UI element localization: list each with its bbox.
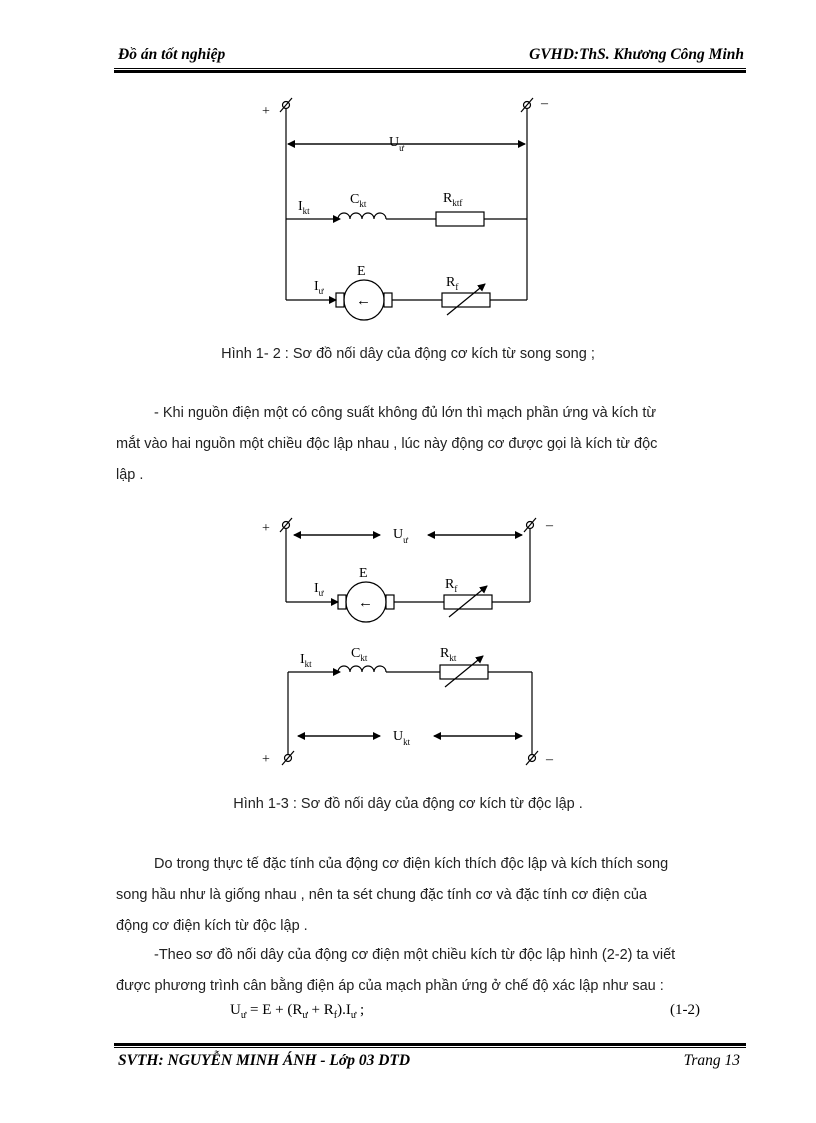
voltage-label-fig1: U (389, 135, 400, 150)
equation-expression (230, 1002, 364, 1021)
figure-1-diagram (0, 85, 816, 335)
terminal-minus-label-fig1: – (541, 96, 548, 111)
paragraph-line: động cơ điện kích từ độc lập . (116, 918, 308, 934)
paragraph-line: được phương trình cân bằng điện áp của mạch phần ứng ở chế độ xác lập như sau : (116, 978, 664, 994)
terminal-plus-bottom-label-fig2: + (262, 752, 270, 767)
equation-1-2 (230, 1002, 700, 1024)
field-current-sub-fig2: kt (304, 659, 312, 669)
svg-text:Iư (314, 581, 325, 598)
paragraph-line: mắt vào hai nguồn một chiều độc lập nhau , lúc này động cơ được gọi là kích từ độc (116, 436, 658, 452)
voltage-bottom-sub-fig2: kt (403, 737, 411, 747)
voltage-sub-fig1: ư (399, 143, 405, 153)
current-ikt-sub-fig1: kt (302, 206, 310, 216)
inductor-label-fig2: C (351, 646, 361, 661)
motor-arrow-icon: ← (356, 293, 371, 309)
svg-text:Rktf (443, 191, 462, 208)
paragraph-3 (116, 940, 746, 1002)
resistor-rktf-fig1 (436, 212, 484, 226)
header-rule-thick (114, 70, 746, 73)
svg-text:Iư (314, 279, 325, 296)
inductor-ckt-fig2 (338, 666, 386, 672)
header-supervisor: GVHD:ThS. Khương Công Minh (529, 46, 744, 63)
footer-page-number: Trang 13 (683, 1052, 740, 1069)
footer-rule-thin (114, 1047, 746, 1048)
terminal-plus-top-label-fig2: + (262, 521, 270, 536)
armature-current-label-fig2: I (314, 581, 319, 596)
header-rule-thin (114, 68, 746, 69)
paragraph-2 (116, 849, 746, 942)
figure-2-caption: Hình 1-3 : Sơ đồ nối dây của động cơ kích từ độc lập . (233, 796, 583, 812)
figure-2-diagram (0, 505, 816, 775)
resistor-bottom-label-fig1: R (446, 275, 456, 290)
eq-u: U (230, 1002, 241, 1018)
paragraph-line: lập . (116, 467, 144, 483)
svg-text:Rkt (440, 646, 457, 663)
svg-text:Ikt (298, 199, 310, 216)
paragraph-line: song hầu như là giống nhau , nên ta sét chung đặc tính cơ và đặc tính cơ điện của (116, 887, 647, 903)
resistor-field-label-fig2: R (440, 646, 450, 661)
paragraph-line: Do trong thực tế đặc tính của động cơ điện kích thích độc lập và kích thích song (154, 856, 669, 872)
svg-text:Ikt (300, 652, 312, 669)
current-iu-sub-fig1: ư (318, 286, 324, 296)
inductor-ckt-fig1 (338, 213, 386, 219)
svg-text:Ckt (350, 192, 367, 209)
eq-r-sub: ư (302, 1010, 308, 1021)
eq-plus-r: + R (307, 1002, 334, 1018)
paragraph-line: -Theo sơ đồ nối dây của động cơ điện một chiều kích từ độc lập hình (2-2) ta viết (154, 947, 676, 963)
emf-label-fig1: E (357, 264, 366, 279)
footer-rule-thick (114, 1043, 746, 1046)
inductor-label-fig1: C (350, 192, 360, 207)
page-header (118, 46, 744, 66)
svg-text:Ckt (351, 646, 368, 663)
footer-student: SVTH: NGUYỄN MINH ÁNH - Lớp 03 DTD (118, 1052, 411, 1069)
inductor-sub-fig1: kt (359, 199, 367, 209)
eq-e-part: = E + (R (246, 1002, 303, 1018)
inductor-sub-fig2: kt (360, 653, 368, 663)
header-title: Đồ án tốt nghiệp (118, 46, 226, 63)
figure-1-caption: Hình 1- 2 : Sơ đồ nối dây của động cơ kích từ song song ; (221, 346, 595, 362)
svg-text:Uư (389, 135, 405, 153)
motor-arrow-icon: ← (358, 595, 373, 611)
eq-dot-i: ).I (337, 1002, 351, 1018)
eq-u-sub: ư (240, 1010, 247, 1021)
armature-current-sub-fig2: ư (318, 588, 324, 598)
current-ikt-label-fig1: I (298, 199, 303, 214)
emf-label-fig2: E (359, 566, 368, 581)
eq-f-sub: f (333, 1010, 338, 1021)
resistor-field-sub-fig2: kt (449, 653, 457, 663)
paragraph-1 (116, 398, 746, 491)
resistor-top-label-fig1: R (443, 191, 453, 206)
voltage-bottom-label-fig2: U (393, 729, 404, 744)
terminal-plus-label-fig1: + (262, 104, 270, 119)
current-iu-label-fig1: I (314, 279, 319, 294)
svg-text:Uư (393, 527, 409, 545)
svg-text:Rf (445, 577, 457, 594)
svg-text:Rf (446, 275, 458, 292)
field-current-label-fig2: I (300, 652, 305, 667)
svg-text:Ukt (393, 729, 411, 747)
paragraph-line: - Khi nguồn điện một có công suất không đủ lớn thì mạch phần ứng và kích từ (154, 405, 657, 421)
equation-number: (1-2) (670, 1002, 700, 1018)
terminal-minus-bottom-label-fig2: – (546, 752, 553, 767)
eq-i-sub: ư (350, 1010, 357, 1021)
resistor-armature-sub-fig2: f (454, 584, 458, 594)
terminal-minus-top-label-fig2: – (546, 518, 553, 533)
resistor-armature-label-fig2: R (445, 577, 455, 592)
voltage-top-label-fig2: U (393, 527, 404, 542)
resistor-top-sub-fig1: ktf (452, 198, 463, 208)
resistor-bottom-sub-fig1: f (455, 282, 459, 292)
eq-end: ; (356, 1002, 365, 1018)
voltage-top-sub-fig2: ư (403, 535, 409, 545)
